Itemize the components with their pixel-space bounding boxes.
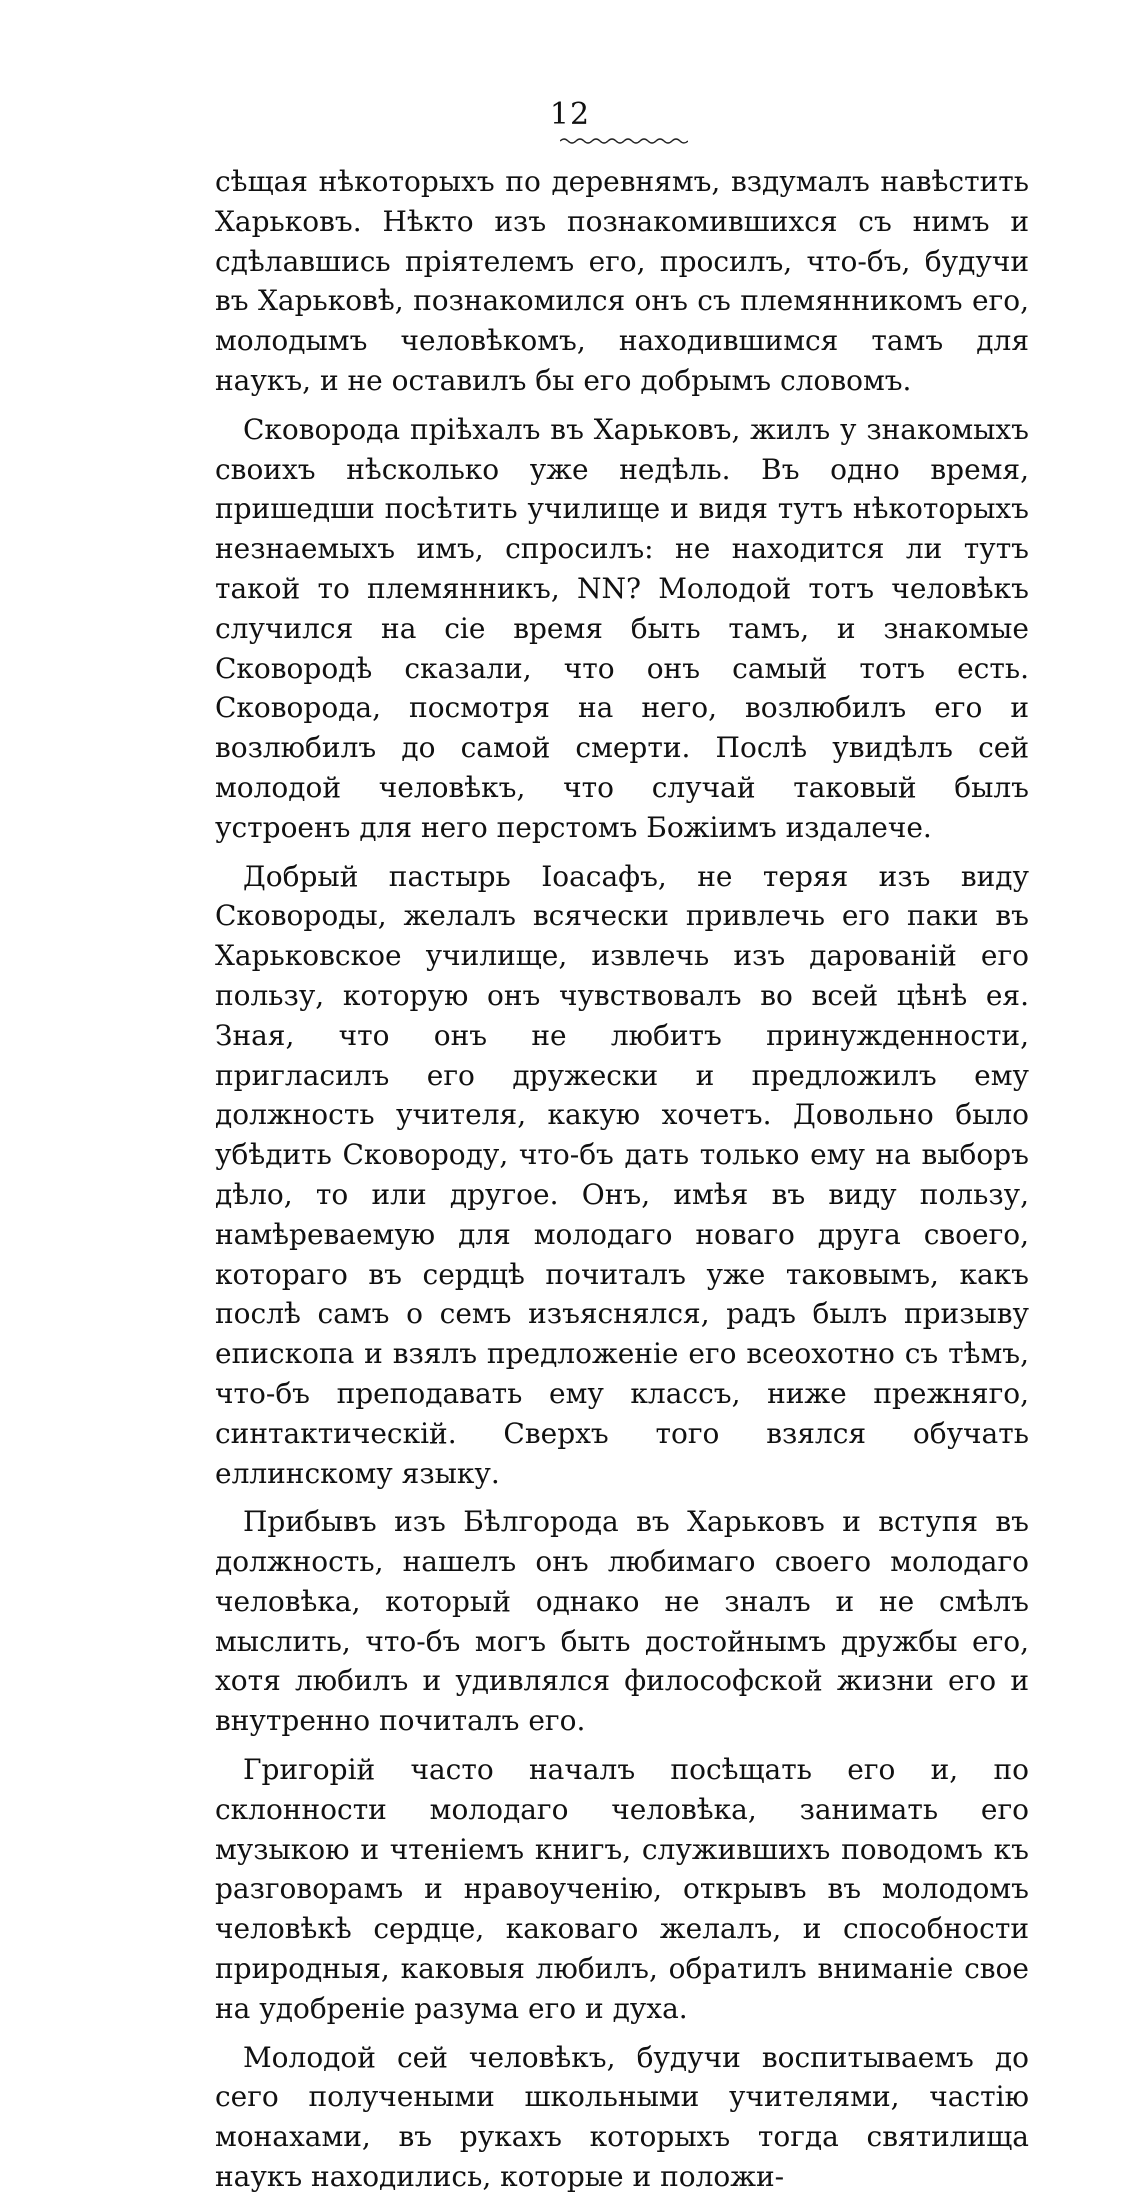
decorative-rule-icon [560,136,688,146]
paragraph-5: Григорій часто началъ посѣщать его и, по склонности молодаго человѣка, занимать его музыкою и чтеніемъ книгъ, служившихъ поводомъ къ разговорамъ и нравоученію, открывъ въ молодомъ человѣкѣ сердце, каковаго желалъ, и способности природныя, каковыя любилъ, обратилъ вниманіе свое на удобреніе разума его и духа. [215,1753,1029,2025]
page-number: 12 [549,97,591,132]
paragraph-4: Прибывъ изъ Бѣлгорода въ Харьковъ и вступя въ должность, нашелъ онъ любимаго своего молодаго человѣка, который однако не зналъ и не смѣлъ мыслить, что-бъ могъ быть достойнымъ дружбы его, хотя любилъ и удивлялся философской жизни его и внутренно почиталъ его. [215,1505,1029,1738]
paragraph-1: сѣщая нѣкоторыхъ по деревнямъ, вздумалъ навѣстить Харьковъ. Нѣкто изъ познакомившихся съ нимъ и сдѣлавшись пріятелемъ его, просилъ, что-бъ, будучи въ Харьковѣ, познакомился онъ съ племянникомъ его, молодымъ человѣкомъ, находившимся тамъ для наукъ, и не оставилъ бы его добрымъ словомъ. [215,165,1029,397]
paragraph-3: Добрый пастырь Іоасафъ, не теряя изъ виду Сковороды, желалъ всячески привлечь его паки въ Харьковское училище, извлечь изъ дарованій его пользу, которую онъ чувствовалъ во всей цѣнѣ ея. Зная, что онъ не любитъ принужденности, пригласилъ его дружески и предложилъ ему должность учителя, какую хочетъ. Довольно было убѣдить Сковороду, что-бъ дать только ему на выборъ дѣло, то или другое. Онъ, имѣя въ виду пользу, намѣреваемую для молодаго новаго друга своего, котораго въ сердцѣ почиталъ уже таковымъ, какъ послѣ самъ о семъ изъяснялся, радъ былъ призыву епископа и взялъ предложеніе его всеохотно съ тѣмъ, что-бъ преподавать ему классъ, ниже прежняго, синтактическій. Сверхъ того взялся обучать еллинскому языку. [215,859,1029,1490]
body-text [215,162,1029,2206]
paragraph-6: Молодой сей человѣкъ, будучи воспитываемъ до сего получеными школьными учителями, частію монахами, въ рукахъ которыхъ тогда святилища наукъ находились, которые и положи- [215,2040,1029,2194]
paragraph-2: Сковорода пріѣхалъ въ Харьковъ, жилъ у знакомыхъ своихъ нѣсколько уже недѣль. Въ одно время, пришедши посѣтить училище и видя тутъ нѣкоторыхъ незнаемыхъ имъ, спросилъ: не находится ли тутъ такой то племянникъ, NN? Молодой тотъ человѣкъ случился на сіе время быть тамъ, и знакомые Сковородѣ сказали, что онъ самый тотъ есть. Сковорода, посмотря на него, возлюбилъ его и возлюбилъ до самой смерти. Послѣ увидѣлъ сей молодой человѣкъ, что случай таковый былъ устроенъ для него перстомъ Божіимъ издалече. [215,412,1029,844]
